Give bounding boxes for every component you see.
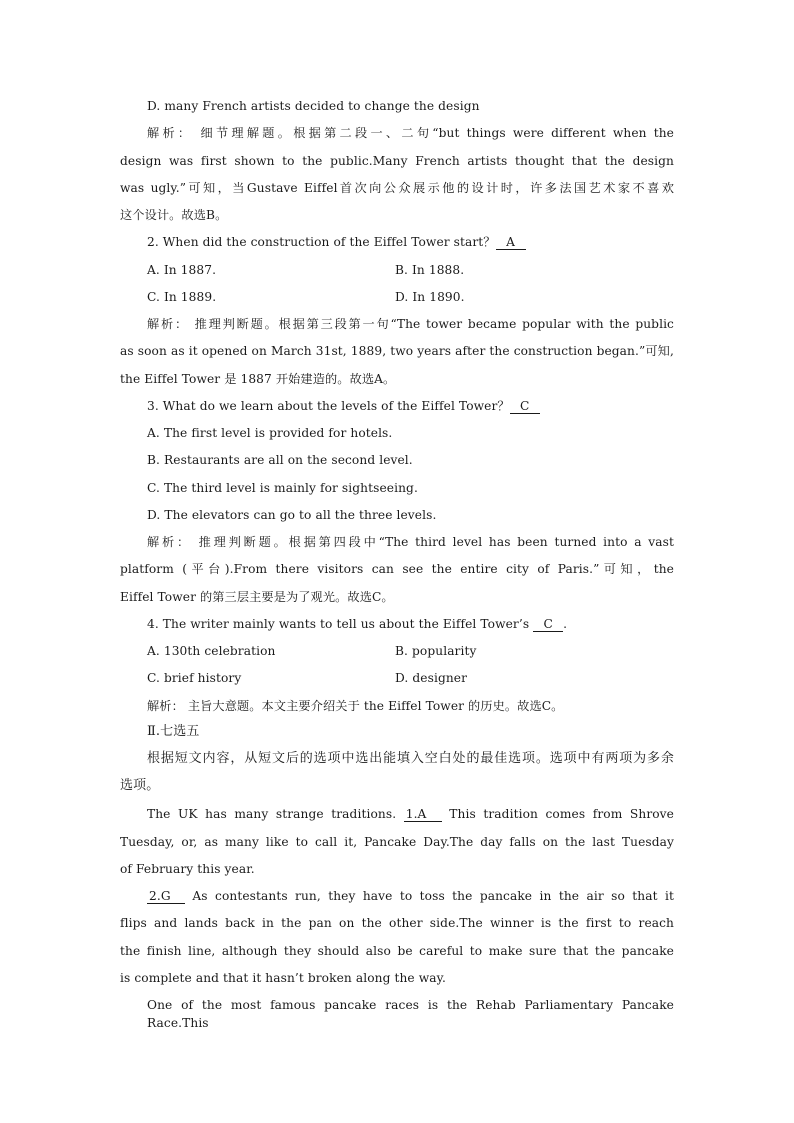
options-q2-row1 <box>147 261 674 279</box>
answer-blank-q4: C <box>533 617 563 632</box>
passage-p2-line4: is complete and that it hasn’t broken along the way. <box>120 971 446 985</box>
analysis-q1-line2: design was first shown to the public.Many French artists thought that the design <box>120 154 674 168</box>
analysis-q1-line4: 这个设计。故选B。 <box>120 208 228 222</box>
option-d-q4: D. designer <box>395 671 468 685</box>
analysis-q2-line3: the Eiffel Tower 是 1887 开始建造的。故选A。 <box>120 372 396 386</box>
options-q2-row2 <box>147 288 674 306</box>
passage-p3-line1: One of the most famous pancake races is the Rehab Parliamentary Pancake Race.This <box>147 998 674 1030</box>
question-4: 4. The writer mainly wants to tell us about the Eiffel Tower’s C . <box>147 617 568 631</box>
passage-p1-line1: The UK has many strange traditions. 1.A This tradition comes from Shrove <box>147 807 674 821</box>
option-c-q2: C. In 1889. <box>147 290 217 304</box>
passage-p2-line2: flips and lands back in the pan on the other side.The winner is the first to reach <box>120 916 674 930</box>
analysis-q3-line1: 解析： 推理判断题。根据第四段中“The third level has been turned into a vast <box>147 535 674 549</box>
instructions-line1: 根据短文内容，从短文后的选项中选出能填入空白处的最佳选项。选项中有两项为多余 <box>147 751 674 766</box>
passage-p1-line2: Tuesday, or, as many like to call it, Pancake Day.The day falls on the last Tuesday <box>120 835 674 849</box>
option-b-q4: B. popularity <box>395 644 477 658</box>
option-d-q3: D. The elevators can go to all the three levels. <box>147 508 437 522</box>
analysis-q1-line3: was ugly.”可知，当Gustave Eiffel首次向公众展示他的设计时，许多法国艺术家不喜欢 <box>120 181 674 195</box>
option-b-q2: B. In 1888. <box>395 263 465 277</box>
option-d-q1: D. many French artists decided to change the design <box>147 99 480 113</box>
instructions-line2: 选项。 <box>120 778 160 793</box>
analysis-q3-line3: Eiffel Tower 的第三层主要是为了观光。故选C。 <box>120 590 394 604</box>
analysis-q4: 解析： 主旨大意题。本文主要介绍关于 the Eiffel Tower 的历史。故选C。 <box>147 699 564 713</box>
question-3: 3. What do we learn about the levels of the Eiffel Tower？ C <box>147 397 540 415</box>
option-d-q2: D. In 1890. <box>395 290 465 304</box>
option-a-q3: A. The first level is provided for hotels. <box>147 426 393 440</box>
analysis-q2-line1: 解析： 推理判断题。根据第三段第一句“The tower became popular with the public <box>147 317 674 331</box>
section-heading: Ⅱ.七选五 <box>147 724 200 739</box>
analysis-q1-line1: 解析： 细节理解题。根据第二段一、二句“but things were different when the <box>147 126 674 140</box>
answer-blank-q3: C <box>510 399 540 414</box>
passage-p2-line3: the finish line, although they should also be careful to make sure that the pancake <box>120 944 674 958</box>
analysis-q2-line2: as soon as it opened on March 31st, 1889, two years after the construction began.”可知, <box>120 344 674 358</box>
analysis-q3-line2: platform (平台).From there visitors can see the entire city of Paris.”可知，the <box>120 562 674 576</box>
options-q4-row2 <box>147 669 674 687</box>
answer-blank-1: 1.A <box>404 807 442 822</box>
option-c-q4: C. brief history <box>147 671 242 685</box>
answer-blank-2: 2.G <box>147 889 185 904</box>
passage-p1-line3: of February this year. <box>120 862 255 876</box>
option-a-q4: A. 130th celebration <box>147 644 276 658</box>
answer-blank-q2: A <box>496 235 526 250</box>
option-a-q2: A. In 1887. <box>147 263 217 277</box>
question-2: 2. When did the construction of the Eiffel Tower start？ A <box>147 233 526 251</box>
option-c-q3: C. The third level is mainly for sightseeing. <box>147 481 418 495</box>
option-b-q3: B. Restaurants are all on the second level. <box>147 453 413 467</box>
passage-p2-line1: 2.G As contestants run, they have to toss the pancake in the air so that it <box>149 889 674 903</box>
options-q4-row1 <box>147 642 674 660</box>
